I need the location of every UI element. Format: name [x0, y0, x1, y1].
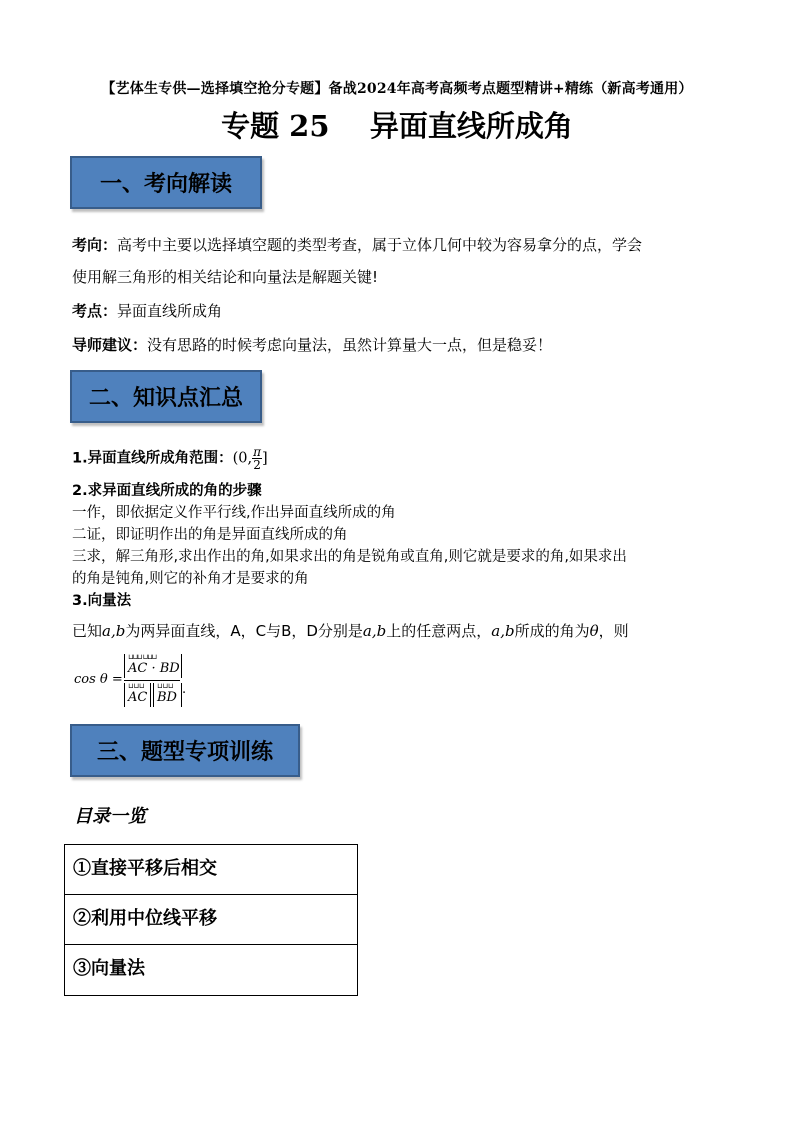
formula-lhs: cos θ =	[74, 672, 123, 687]
advice-paragraph	[72, 332, 732, 359]
vec-text-1: 已知	[72, 622, 103, 640]
knowledge-item-1	[72, 446, 732, 471]
formula-fraction	[124, 654, 180, 708]
vector-method-text	[72, 618, 732, 645]
kaodian-paragraph	[72, 298, 732, 325]
toc-heading: 目录一览	[74, 806, 146, 827]
kaoxiang-label: 考向：	[72, 236, 118, 254]
cos-formula	[72, 652, 272, 712]
advice-label: 导师建议：	[72, 336, 148, 354]
vec-text-4: 所成的角为	[514, 622, 590, 640]
range-open: (0,	[232, 450, 253, 467]
step-3-line-1: 三求，解三角形,求出作出的角,如果求出的角是锐角或直角,则它就是要求的角,如果求出	[72, 549, 627, 565]
step-1: 一作，即依据定义作平行线,作出异面直线所成的角	[72, 505, 396, 521]
formula-end: .	[182, 682, 187, 697]
kaodian-text: 异面直线所成角	[117, 302, 223, 320]
vec-text-2: 为两异面直线，A，C与B，D分别是	[125, 622, 363, 640]
header-line: 【艺体生专供—选择填空抢分专题】备战2024年高考高频考点题型精讲+精练（新高考通用）	[101, 81, 693, 97]
vec-text-3: 上的任意两点，	[386, 622, 492, 640]
vector-arrow-marks-2: ⊔⊔⊔	[128, 682, 145, 690]
vec-ab-3: a,b	[491, 622, 515, 640]
kaoxiang-paragraph	[72, 232, 732, 259]
pi-over-2-fraction	[252, 446, 262, 471]
toc-item-2[interactable]: ②利用中位线平移	[65, 895, 357, 945]
kaoxiang-paragraph-cont: 使用解三角形的相关结论和向量法是解题关键!	[72, 268, 379, 286]
vec-ab-2: a,b	[362, 622, 387, 640]
section-heading-1: 一、考向解读	[70, 156, 262, 209]
step-2: 二证，即证明作出的角是异面直线所成的角	[72, 527, 348, 543]
formula-den-right-box	[153, 683, 182, 707]
fraction-numerator: π	[253, 445, 261, 459]
knowledge-item-3-label: 3.向量法	[72, 593, 132, 609]
step-3-line-2: 的角是钝角,则它的补角才是要求的角	[72, 571, 309, 587]
advice-text: 没有思路的时候考虑向量法，虽然计算量大一点，但是稳妥！	[147, 336, 553, 354]
fraction-denominator: 2	[253, 458, 261, 472]
formula-den-2: BD	[157, 690, 177, 705]
vec-text-5: ，则	[598, 622, 629, 640]
fraction-bar	[124, 680, 180, 681]
formula-numerator-box	[124, 654, 182, 678]
range-close: ]	[262, 450, 268, 467]
formula-den-left-box	[124, 683, 151, 707]
toc-table	[64, 844, 358, 996]
section-heading-3: 三、题型专项训练	[70, 724, 300, 777]
page-title: 专题 25 异面直线所成角	[221, 109, 573, 143]
vector-arrow-marks: ⊔⊔⊔ ⊔⊔⊔	[128, 653, 156, 661]
vec-ab-1: a,b	[102, 622, 126, 640]
vec-theta: θ	[589, 622, 599, 640]
formula-den-1: AC	[128, 690, 148, 705]
knowledge-item-2-label: 2.求异面直线所成的角的步骤	[72, 483, 262, 499]
section-heading-2: 二、知识点汇总	[70, 370, 262, 423]
kaodian-label: 考点：	[72, 302, 118, 320]
toc-item-1[interactable]: ①直接平移后相交	[65, 845, 357, 895]
vector-arrow-marks-3: ⊔⊔⊔	[157, 682, 174, 690]
formula-numerator: AC · BD	[128, 661, 180, 676]
toc-item-3[interactable]: ③向量法	[73, 958, 145, 979]
kaoxiang-text-1: 高考中主要以选择填空题的类型考查，属于立体几何中较为容易拿分的点，学会	[117, 236, 643, 254]
item1-label: 1.异面直线所成角范围：	[72, 450, 233, 467]
